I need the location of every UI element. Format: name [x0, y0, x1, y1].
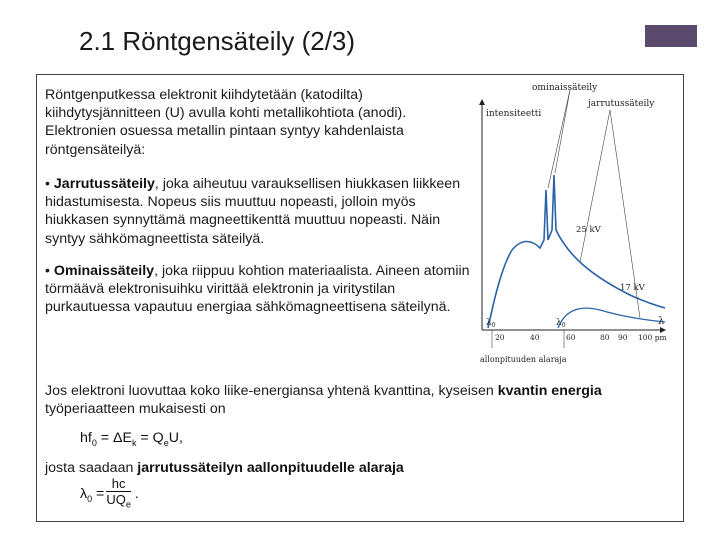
tick-label-2: 60 — [566, 333, 576, 342]
x-tick-labels — [495, 333, 667, 342]
leader-omin-1 — [548, 90, 570, 188]
formula2-eq: = — [92, 486, 105, 503]
energy-paragraph — [45, 382, 665, 418]
energy-formula — [80, 430, 183, 448]
label-lambda0-a: $\lambda_0$ — [486, 318, 496, 329]
bullet1-marker: • — [45, 176, 54, 192]
formula2-end: . — [134, 486, 139, 503]
lower-limit-paragraph — [45, 459, 665, 477]
label-jarrutussateily: jarrutussäteily — [588, 99, 655, 109]
leader-jarr-1 — [580, 110, 610, 262]
label-17kv: 17 kV — [620, 283, 645, 293]
slide-title: 2.1 Röntgensäteily (2/3) — [79, 26, 356, 56]
formula1-subk: k — [131, 437, 137, 448]
formula1-end: U, — [168, 430, 183, 446]
formula2-fraction — [106, 476, 131, 513]
formula1-sube: e — [163, 437, 169, 448]
para5-text: josta saadaan — [45, 460, 138, 476]
tick-label-1: 40 — [530, 333, 540, 342]
formula1-hf: hf — [80, 430, 92, 446]
para4-text: Jos elektroni luovuttaa koko liike-energiansa yhtenä kvanttina, kyseisen — [45, 383, 498, 399]
para4-tail: työperiaatteen mukaisesti on — [45, 401, 226, 418]
intro-paragraph: Röntgenputkessa elektronit kiihdytetään (katodilta) kiihdytysjännitteen (U) avulla kohti metallikohtiota (anodi). Elektronien osuessa metallin pintaan syntyy kahdenlaista röntgensäteilyä: — [45, 87, 407, 158]
bullet2-text: , joka riippuu kohtion materiaalista. Aineen atomiin törmäävä elektronisuihku virittää elektronin ja viritystilan purkautuessa vapautuu energiaa sähkömagneettisena säteilynä. — [45, 263, 470, 316]
formula1-sub0: 0 — [91, 437, 97, 448]
leader-omin-2 — [555, 90, 570, 173]
para5-bold: jarrutussäteilyn aallonpituudelle alaraja — [137, 460, 404, 476]
formula2-den-sub: e — [125, 499, 131, 510]
corner-accent-box — [645, 25, 697, 47]
tick-label-4: 90 — [618, 333, 628, 342]
para4-bold: kvantin energia — [497, 383, 602, 399]
tick-label-5: 100 pm — [638, 333, 667, 342]
label-alaraja: allonpituuden alaraja — [480, 355, 567, 364]
bullet1-text: , joka aiheutuu varauksellisen hiukkasen liikkeen hidastumisesta. Nopeus siis muuttuu nopeasti, jolloin myös hiukkasen synnyttämä magneettikenttä muuttuu nopeasti. Näin syntyy sähkömagneettista säteilyä. — [45, 176, 461, 247]
formula1-eq: = Q — [136, 430, 164, 446]
bullet2-marker: • — [45, 263, 54, 279]
bullet-ominaissateily — [45, 262, 475, 317]
formula1-mid: = ΔE — [96, 430, 132, 446]
label-25kv: 25 kV — [576, 225, 601, 235]
formula2-den-text: UQ — [106, 492, 126, 507]
formula2-denominator — [106, 492, 131, 513]
tick-label-0: 20 — [495, 333, 505, 342]
label-ominaissateily: ominaissäteily — [532, 83, 598, 93]
formula2-sub0: 0 — [87, 493, 93, 504]
bullet1-term: Jarrutussäteily — [53, 176, 155, 192]
label-lambda0-b: $\lambda_0$ — [556, 318, 566, 329]
spectrum-curve-25kv — [488, 175, 665, 328]
spectrum-curve-17kv — [558, 308, 665, 328]
label-lambda-axis: λ — [658, 316, 665, 327]
formula2-lhs: λ — [80, 486, 88, 503]
wavelength-formula — [80, 476, 139, 513]
bullet-jarrutussateily — [45, 175, 475, 248]
formula2-numerator: hc — [106, 476, 131, 492]
bullet2-term: Ominaissäteily — [53, 263, 155, 279]
xray-spectrum-figure — [470, 80, 680, 372]
label-intensiteetti: intensiteetti — [486, 109, 542, 119]
tick-label-3: 80 — [600, 333, 610, 342]
